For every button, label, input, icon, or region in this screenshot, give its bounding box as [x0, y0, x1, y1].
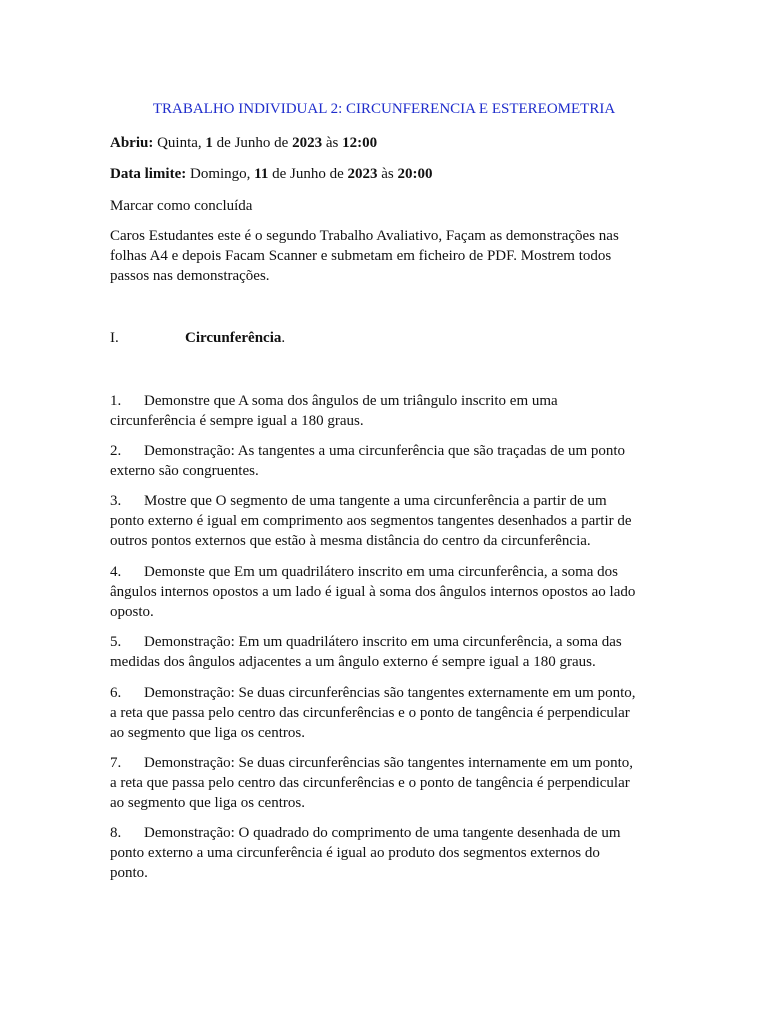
item-line: oposto. [110, 604, 154, 620]
list-item [110, 753, 655, 813]
item-number: 5. [110, 634, 122, 650]
intro-line: Caros Estudantes este é o segundo Trabalho Avaliativo, Façam as demonstrações nas [110, 228, 619, 244]
item-line: Demonste que Em um quadrilátero inscrito em uma circunferência, a soma dos [144, 564, 619, 580]
item-line: outros pontos externos que estão à mesma distância do centro da circunferência. [110, 533, 591, 549]
item-line: ao segmento que liga os centros. [110, 725, 305, 741]
intro-line: folhas A4 e depois Facam Scanner e submetam em ficheiro de PDF. Mostrem todos [110, 248, 612, 264]
item-line: circunferência é sempre igual a 180 graus. [110, 413, 364, 429]
item-line: ponto. [110, 865, 148, 881]
open-year: 2023 [292, 135, 323, 151]
deadline-line [110, 164, 650, 184]
open-date-line [110, 133, 650, 153]
section-title: Circunferência [185, 330, 282, 346]
list-item [110, 823, 655, 883]
item-line: Demonstração: As tangentes a uma circunferência que são traçadas de um ponto [144, 443, 626, 459]
mark-as-done[interactable]: Marcar como concluída [110, 198, 253, 214]
section-suffix: . [281, 330, 286, 346]
item-line: ponto externo a uma circunferência é igual ao produto dos segmentos externos do [110, 845, 600, 861]
document-title: TRABALHO INDIVIDUAL 2: CIRCUNFERENCIA E ESTEREOMETRIA [152, 101, 616, 117]
deadline-year: 2023 [347, 166, 378, 182]
open-time: 12:00 [342, 135, 378, 151]
item-number: 3. [110, 493, 122, 509]
item-line: ângulos internos opostos a um lado é igual à soma dos ângulos internos opostos ao lado [110, 584, 636, 600]
item-number: 1. [110, 393, 122, 409]
item-number: 8. [110, 825, 122, 841]
item-line: ponto externo é igual em comprimento aos segmentos tangentes desenhados a partir de [110, 513, 632, 529]
item-line: Demonstração: Em um quadrilátero inscrito em uma circunferência, a soma das [144, 634, 622, 650]
open-month: de Junho de [212, 135, 293, 151]
open-weekday: Quinta, [153, 135, 206, 151]
list-item [110, 683, 655, 743]
list-item [110, 632, 655, 672]
intro-paragraph [110, 226, 650, 286]
open-label: Abriu: [110, 135, 154, 151]
section-number: I. [110, 330, 119, 346]
item-number: 4. [110, 564, 122, 580]
deadline-label: Data limite: [110, 166, 187, 182]
item-line: a reta que passa pelo centro das circunferências e o ponto de tangência é perpendicular [110, 775, 630, 791]
deadline-month: de Junho de [268, 166, 348, 182]
open-day: 1 [205, 135, 213, 151]
item-line: Mostre que O segmento de uma tangente a uma circunferência a partir de um [144, 493, 607, 509]
item-line: Demonstração: O quadrado do comprimento de uma tangente desenhada de um [144, 825, 621, 841]
item-line: Demonstre que A soma dos ângulos de um triângulo inscrito em uma [144, 393, 558, 409]
item-line: ao segmento que liga os centros. [110, 795, 305, 811]
deadline-day: 11 [254, 166, 269, 182]
item-number: 7. [110, 755, 122, 771]
item-line: Demonstração: Se duas circunferências são tangentes externamente em um ponto, [144, 685, 636, 701]
open-at: às [322, 135, 343, 151]
deadline-at: às [377, 166, 398, 182]
item-line: externo são congruentes. [110, 463, 259, 479]
list-item [110, 441, 655, 481]
item-number: 6. [110, 685, 122, 701]
list-item [110, 562, 655, 622]
deadline-weekday: Domingo, [186, 166, 255, 182]
item-number: 2. [110, 443, 122, 459]
item-line: medidas dos ângulos adjacentes a um ângulo externo é sempre igual a 180 graus. [110, 654, 596, 670]
section-heading [185, 328, 285, 348]
intro-line: passos nas demonstrações. [110, 268, 270, 284]
list-item [110, 391, 655, 431]
item-line: a reta que passa pelo centro das circunferências e o ponto de tangência é perpendicular [110, 705, 630, 721]
deadline-time: 20:00 [397, 166, 433, 182]
list-item [110, 491, 655, 551]
item-line: Demonstração: Se duas circunferências são tangentes internamente em um ponto, [144, 755, 633, 771]
